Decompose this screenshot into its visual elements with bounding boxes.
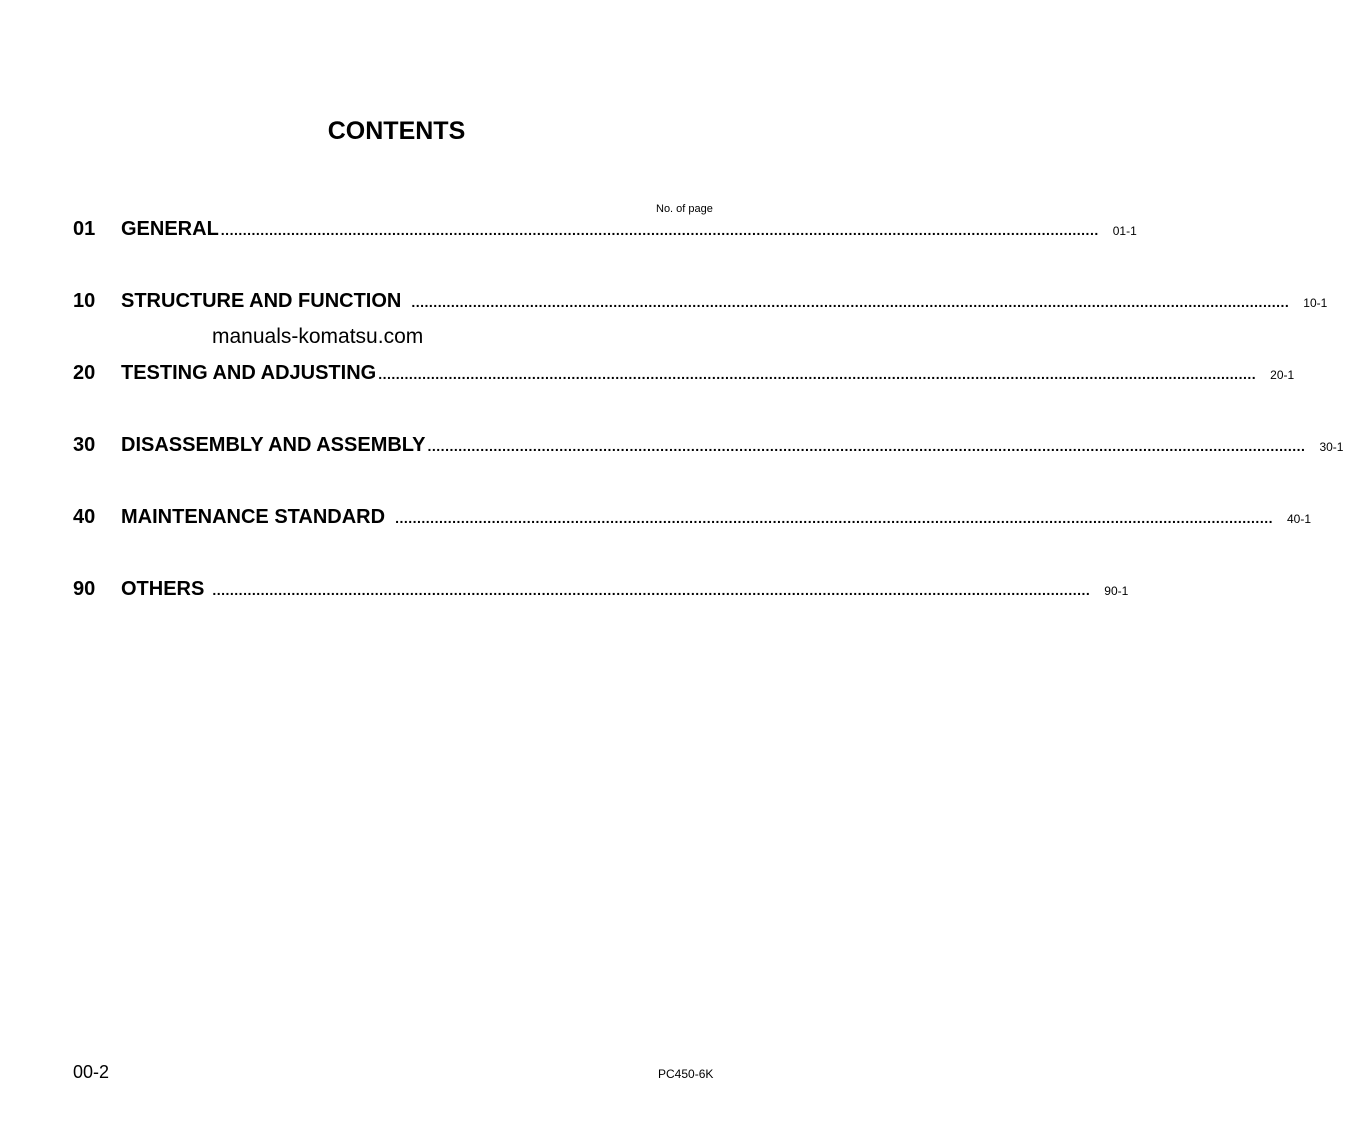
section-number: 20 [73, 362, 96, 384]
page-ref: 40-1 [1287, 512, 1312, 526]
page-ref: 30-1 [1319, 440, 1344, 454]
section-number: 90 [73, 578, 96, 600]
dot-leader: ........................................................................................................................................................................................................ [395, 510, 1273, 526]
section-title: GENERAL [121, 218, 219, 240]
page-ref: 20-1 [1270, 368, 1295, 382]
section-number: 40 [73, 506, 96, 528]
footer-model: PC450-6K [658, 1067, 714, 1081]
section-number: 01 [73, 218, 96, 240]
section-title: STRUCTURE AND FUNCTION [121, 290, 402, 312]
page-ref: 90-1 [1104, 584, 1129, 598]
section-number: 30 [73, 434, 96, 456]
section-number: 10 [73, 290, 96, 312]
section-title: DISASSEMBLY AND ASSEMBLY [121, 434, 426, 456]
page-ref: 10-1 [1303, 296, 1328, 310]
toc-entry[interactable] [73, 434, 1344, 460]
dot-leader: ........................................................................................................................................................................................................ [220, 222, 1099, 238]
toc-entry[interactable] [73, 218, 1137, 244]
section-title: OTHERS [121, 578, 205, 600]
watermark: manuals-komatsu.com [212, 325, 424, 348]
dot-leader: ........................................................................................................................................................................................................ [411, 294, 1290, 310]
toc-entry[interactable] [73, 506, 1312, 532]
footer-page-number: 00-2 [73, 1062, 110, 1082]
dot-leader: ........................................................................................................................................................................................................ [212, 582, 1091, 598]
page-column-header: No. of page [656, 203, 713, 215]
section-title: TESTING AND ADJUSTING [121, 362, 377, 384]
toc-entry[interactable] [73, 290, 1328, 316]
page-title: CONTENTS [327, 117, 466, 145]
dot-leader: ........................................................................................................................................................................................................ [427, 438, 1306, 454]
dot-leader: ........................................................................................................................................................................................................ [378, 366, 1257, 382]
page-ref: 01-1 [1112, 224, 1137, 238]
toc-entry[interactable] [73, 362, 1295, 388]
section-title: MAINTENANCE STANDARD [121, 506, 386, 528]
toc-entry[interactable] [73, 578, 1129, 604]
